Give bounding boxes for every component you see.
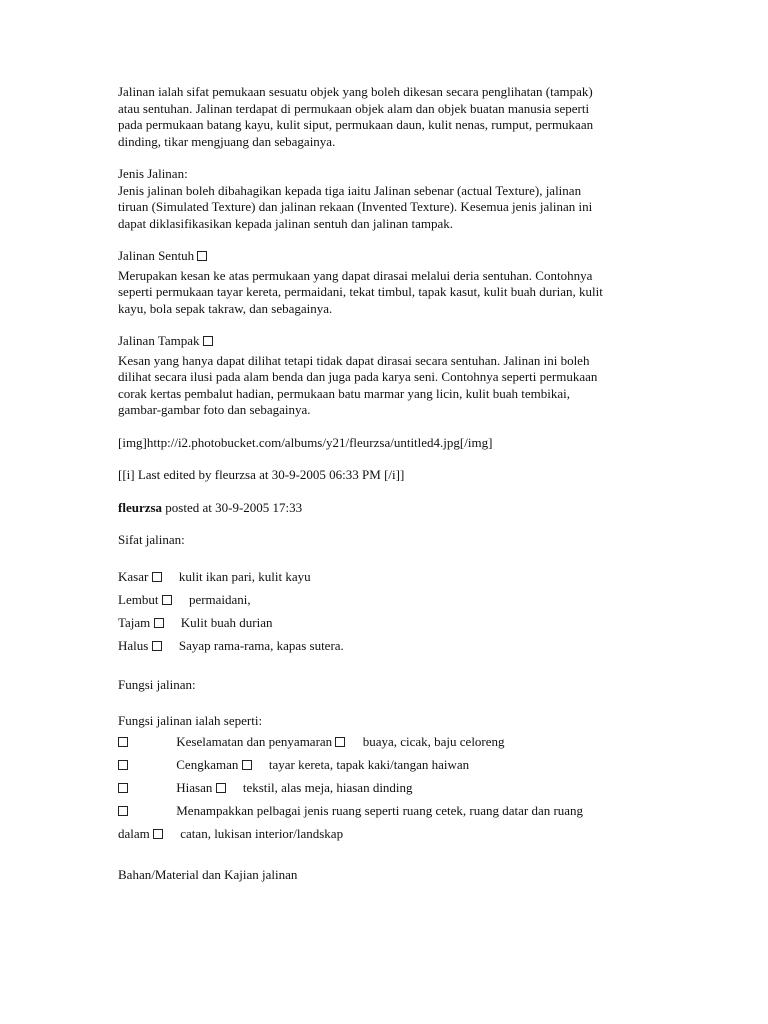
list-item: [118, 634, 658, 657]
text-line: seperti permukaan tayar kereta, permaidani, tekat timbul, tapak kasut, kulit buah durian, kulit: [118, 284, 603, 299]
section-heading: Fungsi jalinan:: [118, 676, 196, 692]
text-line: atau sentuhan. Jalinan terdapat di permukaan objek alam dan objek buatan manusia seperti: [118, 100, 590, 116]
section-heading: [118, 248, 658, 265]
item-label: Cengkaman: [176, 756, 239, 772]
item-desc: tayar kereta, tapak kaki/tangan haiwan: [268, 756, 470, 772]
posted-date: posted at 30-9-2005 17:33: [162, 499, 303, 515]
checkbox-glyph-icon: [203, 336, 213, 346]
text-line: Merupakan kesan ke atas permukaan yang dapat dirasai melalui deria sentuhan. Contohnya: [118, 267, 593, 283]
img-tag-text: [img]http://i2.photobucket.com/albums/y21/fleurzsa/untitled4.jpg[/img]: [118, 434, 493, 450]
item-label: Keselamatan dan penyamaran: [176, 733, 333, 749]
text-line: tiruan (Simulated Texture) dan jalinan rekaan (Invented Texture). Kesemua jenis jalinan ini: [118, 199, 593, 214]
edited-note: [[i] Last edited by fleurzsa at 30-9-2005 06:33 PM [/i]]: [118, 467, 405, 482]
item-label: Menampakkan pelbagai jenis ruang seperti ruang cetek, ruang datar dan ruang: [176, 802, 584, 818]
item-label: Lembut: [118, 591, 159, 607]
checkbox-glyph-icon: [216, 783, 226, 793]
document-page: [118, 84, 658, 883]
sifat-list: [118, 565, 658, 657]
text-line: dilihat secara ilusi pada alam benda dan juga pada karya seni. Contohnya seperti permukaan: [118, 369, 598, 384]
checkbox-glyph-icon: [118, 806, 128, 816]
list-item: [118, 753, 658, 776]
heading-text: Jalinan Sentuh: [118, 248, 195, 263]
checkbox-glyph-icon: [118, 760, 128, 770]
item-label: Tajam: [118, 614, 151, 630]
text-line: kayu, bola sepak takraw, dan sebagainya.: [118, 300, 333, 316]
item-label: Halus: [118, 637, 149, 653]
list-item: [118, 776, 658, 799]
checkbox-glyph-icon: [162, 595, 172, 605]
author-name: fleurzsa: [118, 499, 163, 515]
list-item: [118, 565, 658, 588]
checkbox-glyph-icon: [153, 829, 163, 839]
checkbox-glyph-icon: [242, 760, 252, 770]
item-label: Kasar: [118, 568, 149, 584]
text-line: dapat diklasifikasikan kepada jalinan sentuh dan jalinan tampak.: [118, 215, 454, 231]
item-label: dalam: [118, 825, 150, 841]
section-heading: Jenis Jalinan:: [118, 166, 188, 181]
text-line: corak kertas pembalut hadian, permukaan batu marmar yang licin, kulit buah tembikai,: [118, 385, 570, 401]
item-desc: permaidani,: [188, 591, 251, 607]
checkbox-glyph-icon: [335, 737, 345, 747]
section-heading: [118, 333, 658, 350]
fungsi-section: [118, 713, 658, 845]
item-desc: Sayap rama-rama, kapas sutera.: [178, 637, 344, 653]
item-label: Hiasan: [176, 779, 213, 795]
checkbox-glyph-icon: [197, 251, 207, 261]
text-line: gambar-gambar foto dan sebagainya.: [118, 402, 311, 417]
list-item: [118, 588, 658, 611]
section-heading: Bahan/Material dan Kajian jalinan: [118, 866, 298, 882]
text-line: dinding, tikar mengjuang dan sebagainya.: [118, 133, 336, 149]
list-item: [118, 730, 658, 753]
list-item: [118, 822, 658, 845]
item-desc: buaya, cicak, baju celoreng: [362, 733, 505, 749]
checkbox-glyph-icon: [118, 737, 128, 747]
section-heading: Sifat jalinan:: [118, 532, 185, 547]
text-line: Jalinan ialah sifat pemukaan sesuatu objek yang boleh dikesan secara penglihatan (tampak): [118, 84, 593, 99]
item-desc: tekstil, alas meja, hiasan dinding: [242, 779, 413, 795]
fungsi-intro: Fungsi jalinan ialah seperti:: [118, 713, 263, 728]
tampak-section: [118, 333, 658, 419]
checkbox-glyph-icon: [152, 572, 162, 582]
checkbox-glyph-icon: [118, 783, 128, 793]
jenis-section: [118, 166, 658, 232]
list-item: [118, 611, 658, 634]
item-desc: kulit ikan pari, kulit kayu: [178, 568, 311, 584]
intro-paragraph: [118, 84, 658, 150]
checkbox-glyph-icon: [154, 618, 164, 628]
text-line: pada permukaan batang kayu, kulit siput, permukaan daun, kulit nenas, rumput, permukaan: [118, 117, 594, 132]
item-desc: Kulit buah durian: [180, 614, 273, 630]
post-meta: [118, 500, 658, 517]
checkbox-glyph-icon: [152, 641, 162, 651]
item-desc: catan, lukisan interior/landskap: [180, 825, 344, 841]
text-line: Jenis jalinan boleh dibahagikan kepada tiga iaitu Jalinan sebenar (actual Texture), jalinan: [118, 182, 582, 198]
text-line: Kesan yang hanya dapat dilihat tetapi tidak dapat dirasai secara sentuhan. Jalinan ini boleh: [118, 352, 590, 368]
list-item: [118, 799, 658, 822]
heading-text: Jalinan Tampak: [118, 333, 200, 348]
sentuh-section: [118, 248, 658, 317]
